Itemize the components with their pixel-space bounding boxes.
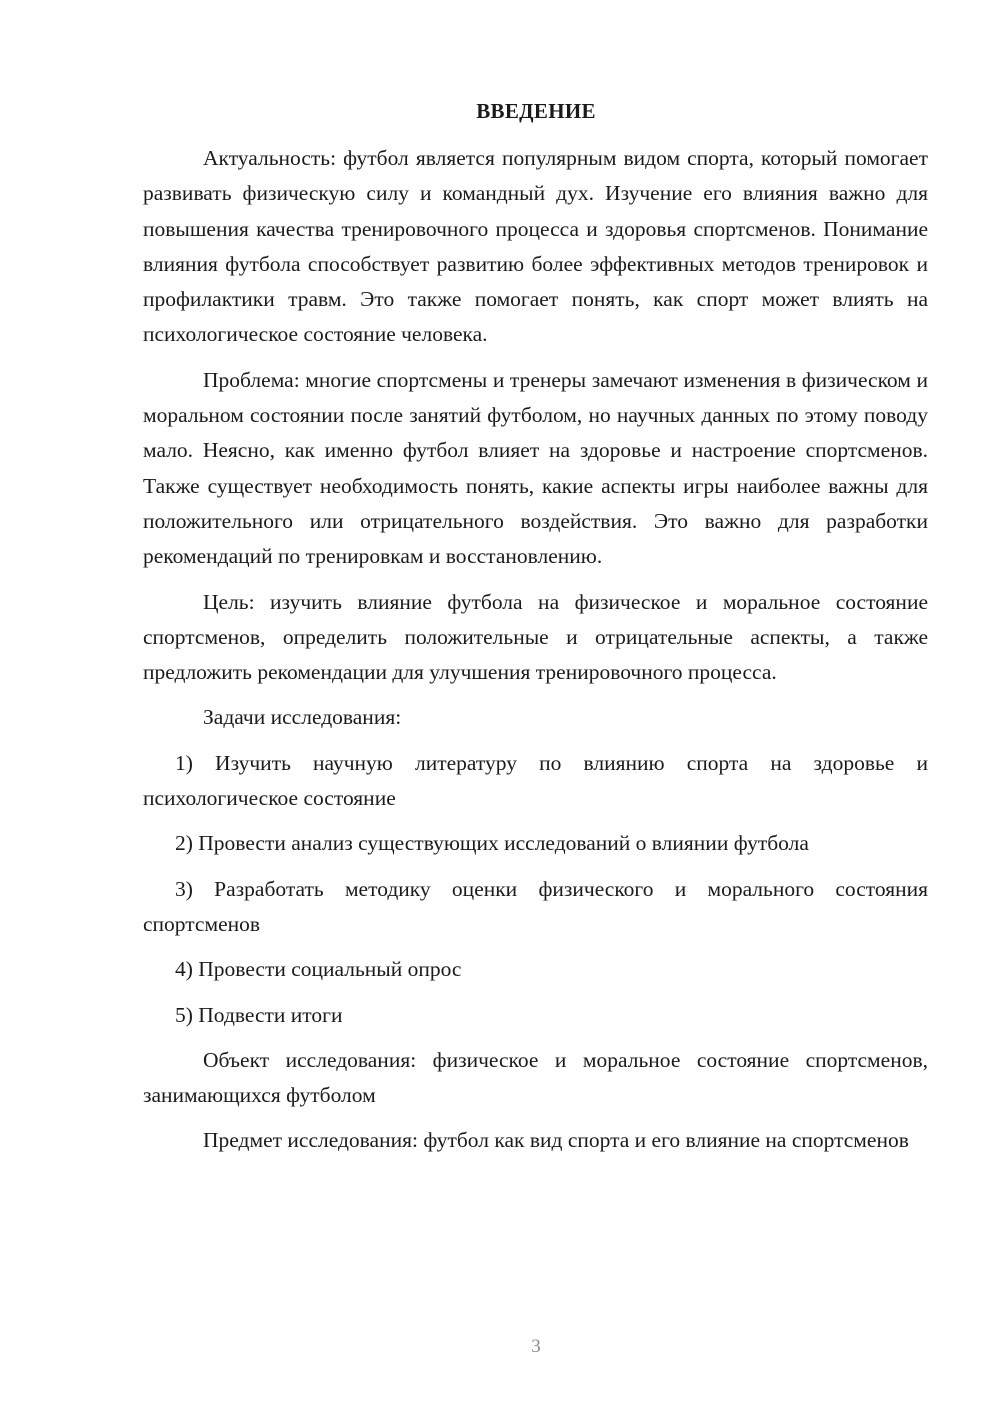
- page-number: 3: [531, 1336, 541, 1357]
- section-heading: ВВЕДЕНИЕ: [476, 99, 596, 123]
- document-body: [143, 141, 928, 1169]
- task-item-3: 3) Разработать методику оценки физического и морального состояния спортсменов: [143, 876, 928, 936]
- task-item-2: 2) Провести анализ существующих исследований о влиянии футбола: [175, 831, 809, 856]
- paragraph-goal: Цель: изучить влияние футбола на физическое и моральное состояние спортсменов, определить положительные и отрицательные аспекты, а также предложить рекомендации для улучшения тренировочного процесса.: [143, 589, 928, 685]
- paragraph-subject: Предмет исследования: футбол как вид спорта и его влияние на спортсменов: [203, 1128, 909, 1153]
- task-item-1: 1) Изучить научную литературу по влиянию спорта на здоровье и психологическое состояние: [143, 750, 928, 811]
- paragraph-problem: Проблема: многие спортсмены и тренеры замечают изменения в физическом и моральном состоянии после занятий футболом, но научных данных по этому поводу мало. Неясно, как именно футбол влияет на здоровье и настроение спортсменов. Также существует необходимость понять, какие аспекты игры наиболее важны для положительного или отрицательного воздействия. Это важно для разработки рекомендаций по тренировкам и восстановлению.: [143, 367, 928, 569]
- paragraph-object: Объект исследования: физическое и моральное состояние спортсменов, занимающихся футболом: [143, 1047, 928, 1108]
- task-item-5: 5) Подвести итоги: [175, 1002, 343, 1027]
- task-item-4: 4) Провести социальный опрос: [175, 957, 462, 982]
- tasks-heading: Задачи исследования:: [203, 705, 402, 730]
- paragraph-relevance: Актуальность: футбол является популярным видом спорта, который помогает развивать физическую силу и командный дух. Изучение его влияния важно для повышения качества тренировочного процесса и здоровья спортсменов. Понимание влияния футбола способствует развитию более эффективных методов тренировок и профилактики травм. Это также помогает понять, как спорт может влиять на психологическое состояние человека.: [143, 146, 928, 347]
